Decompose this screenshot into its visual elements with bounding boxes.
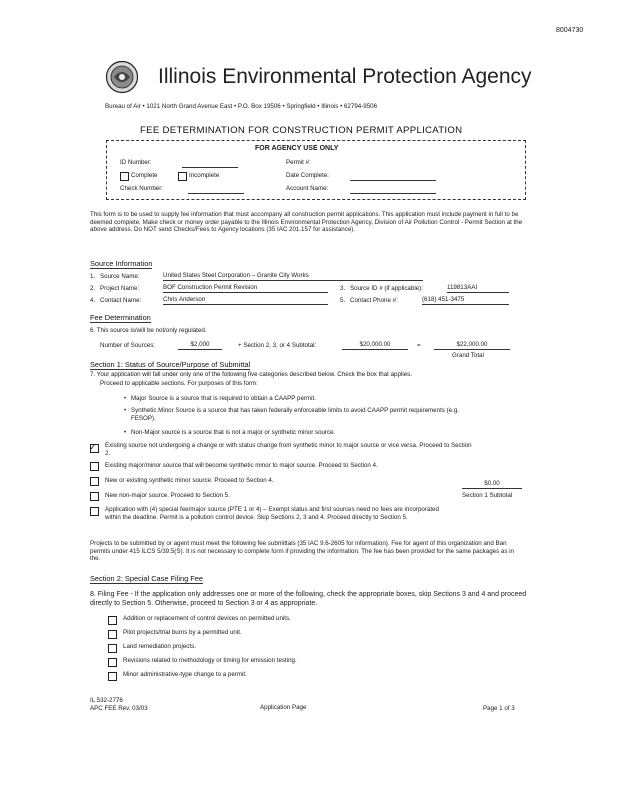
fee-row-equals: = xyxy=(417,342,421,349)
fee-row-middle-text: + Section 2, 3, or 4 Subtotal: xyxy=(238,342,317,349)
source-name-field[interactable]: United States Steel Corporation – Granite City Works xyxy=(163,272,423,281)
section-1-heading: Section 1: Status of Source/Purpose of Submittal xyxy=(90,360,251,369)
source-id-label: Source ID # (if applicable): xyxy=(350,285,423,292)
option-2-checkbox[interactable] xyxy=(90,462,99,471)
filing-fee-item-5-checkbox[interactable] xyxy=(108,672,117,681)
option-4-checkbox[interactable] xyxy=(90,492,99,501)
filing-fee-item-5-text: Minor administrative-type change to a permit. xyxy=(123,671,247,678)
permit-label: Permit #: xyxy=(286,159,311,166)
field-4-number: 4. xyxy=(90,297,96,304)
field-2-number: 2. xyxy=(90,285,96,292)
id-number-line xyxy=(182,167,238,168)
incomplete-checkbox[interactable] xyxy=(178,172,187,181)
question-7-continued: Proceed to applicable sections. For purposes of this form: xyxy=(100,380,258,387)
question-8: 8. Filing Fee - If the application only addresses one or more of the following, check the appropriate boxes, skip Sections 3 and 4 and proceed directly to Section 5. Otherwise, proceed to Section 3 or 4 as appropriate. xyxy=(90,591,527,607)
fee-row-value-2[interactable]: $20,000.00 xyxy=(342,341,408,350)
option-5-text: Application with (4) special fee/major source (PTE 1 or 4) – Exempt status and first sources need no fees are incorporated within the deadline. Permit is a pollution control device. Skip Sections 2, 3 and 4. Proceed directly to Section 5. xyxy=(105,506,439,521)
source-info-heading: Source Information xyxy=(90,259,153,268)
check-number-label: Check Number: xyxy=(120,185,163,192)
definition-synthetic-minor: • Synthetic Minor Source is a source that has taken federally enforceable limits to avoid CAAPP permit requirements (e.g. FESOP). xyxy=(131,407,461,422)
illinois-seal-logo xyxy=(105,60,139,94)
definition-non-major: • Non-Major source is a source that is not a major or synthetic minor source. xyxy=(131,429,335,437)
agency-use-heading: FOR AGENCY USE ONLY xyxy=(255,145,339,152)
account-name-label: Account Name: xyxy=(286,185,329,192)
filing-fee-item-3-checkbox[interactable] xyxy=(108,644,117,653)
section-1-subtotal-label: Section 1 Subtotal xyxy=(462,492,513,499)
field-3-number: 3. xyxy=(340,285,346,292)
project-name-label: Project Name: xyxy=(100,285,140,292)
date-complete-label: Date Complete: xyxy=(286,172,329,179)
agency-address: Bureau of Air • 1021 North Grand Avenue East • P.O. Box 19506 • Springfield • Illinois • 62794-9506 xyxy=(105,103,378,110)
filing-fee-item-1-checkbox[interactable] xyxy=(108,616,117,625)
field-5-number: 5. xyxy=(340,297,346,304)
section-1-note: Projects to be submitted by or agent must meet the following fee submittals (35 IAC 9.6-2605 for information). Fee for agent of this organization and Ban permits under 415 ILCS 5/39.5(S). It is not necessary to complete form if providing the information. The fee has been provided for the same packages as in the. xyxy=(90,540,514,563)
option-4-text: New non-major source. Proceed to Section 5. xyxy=(105,492,230,499)
filing-fee-item-2-checkbox[interactable] xyxy=(108,630,117,639)
option-1-check-mark-icon: ✓ xyxy=(89,442,97,452)
source-name-label: Source Name: xyxy=(100,273,140,280)
contact-phone-label: Contact Phone #: xyxy=(350,297,398,304)
section-2-heading: Section 2: Special Case Filing Fee xyxy=(90,574,203,583)
option-2-text: Existing major/minor source that will become synthetic minor to major source. Proceed to Section 4. xyxy=(105,462,378,469)
project-name-field[interactable]: BOF Construction Permit Revision xyxy=(163,284,328,293)
date-complete-line xyxy=(350,180,436,181)
option-3-text: New or existing synthetic minor source. Proceed to Section 4. xyxy=(105,477,274,484)
filing-fee-item-2-text: Pilot projects/trial burns by a permitted unit. xyxy=(123,629,242,636)
question-6: 6. This source is/will be not/only regulated. xyxy=(90,327,207,334)
filing-fee-item-4-checkbox[interactable] xyxy=(108,658,117,667)
source-id-field[interactable]: 119813AAI xyxy=(447,284,509,293)
filing-fee-item-3-text: Land remediation projects. xyxy=(123,643,196,650)
question-7: 7. Your application will fall under only one of the following five categories described below. Check the box that applies. xyxy=(90,371,412,378)
filing-fee-item-1-text: Addition or replacement of control devices on permitted units. xyxy=(123,615,291,622)
option-5-checkbox[interactable] xyxy=(90,507,99,516)
contact-phone-field[interactable]: (618) 451-3475 xyxy=(422,296,509,305)
incomplete-label: Incomplete xyxy=(189,172,220,179)
footer-application-page: Application Page xyxy=(260,704,307,711)
option-1-text: Existing source not undergoing a change or with status change from synthetic minor to major source or vice versa. Proceed to Section 2. xyxy=(105,442,472,457)
intro-paragraph: This form is to be used to supply fee information that must accompany all construction permit applications. This application must include payment in full to be deemed complete. Make check or money order payable to the Illinois Environmental Protection Agency, Division of Air Pollution Control - Permit Section at the above address. Do NOT send Checks/Fees to Agency locations (35 IAC 201.157 for assistance). xyxy=(90,211,523,234)
fee-row-label: Number of Sources: xyxy=(100,342,156,349)
contact-name-field[interactable]: Chris Anderson xyxy=(163,296,328,305)
field-1-number: 1. xyxy=(90,273,96,280)
footer-page-number: Page 1 of 3 xyxy=(483,705,515,712)
fee-grand-total-field[interactable]: $22,000.00 xyxy=(434,341,510,350)
footer-form-number: IL 532-2776 xyxy=(90,697,123,704)
form-title: FEE DETERMINATION FOR CONSTRUCTION PERMIT APPLICATION xyxy=(140,125,463,136)
filing-fee-item-4-text: Revisions related to methodology or timing for emission testing. xyxy=(123,657,297,664)
fee-row-value-1[interactable]: $2,000 xyxy=(178,341,222,350)
document-id: 8004730 xyxy=(556,27,584,34)
complete-label: Complete xyxy=(131,172,158,179)
contact-name-label: Contact Name: xyxy=(100,297,142,304)
definition-major-source: • Major Source is a source that is required to obtain a CAAPP permit. xyxy=(131,395,316,403)
grand-total-label: Grand Total xyxy=(452,352,484,359)
complete-checkbox[interactable] xyxy=(120,172,129,181)
option-3-checkbox[interactable] xyxy=(90,477,99,486)
id-number-label: ID Number: xyxy=(120,159,152,166)
fee-determination-heading: Fee Determination xyxy=(90,313,151,322)
agency-name: Illinois Environmental Protection Agency xyxy=(158,65,532,88)
check-number-line xyxy=(188,193,244,194)
footer-revision: APC FEE Rev. 03/03 xyxy=(90,705,148,712)
section-1-subtotal-field[interactable]: $0.00 xyxy=(462,480,522,489)
account-name-line xyxy=(350,193,436,194)
